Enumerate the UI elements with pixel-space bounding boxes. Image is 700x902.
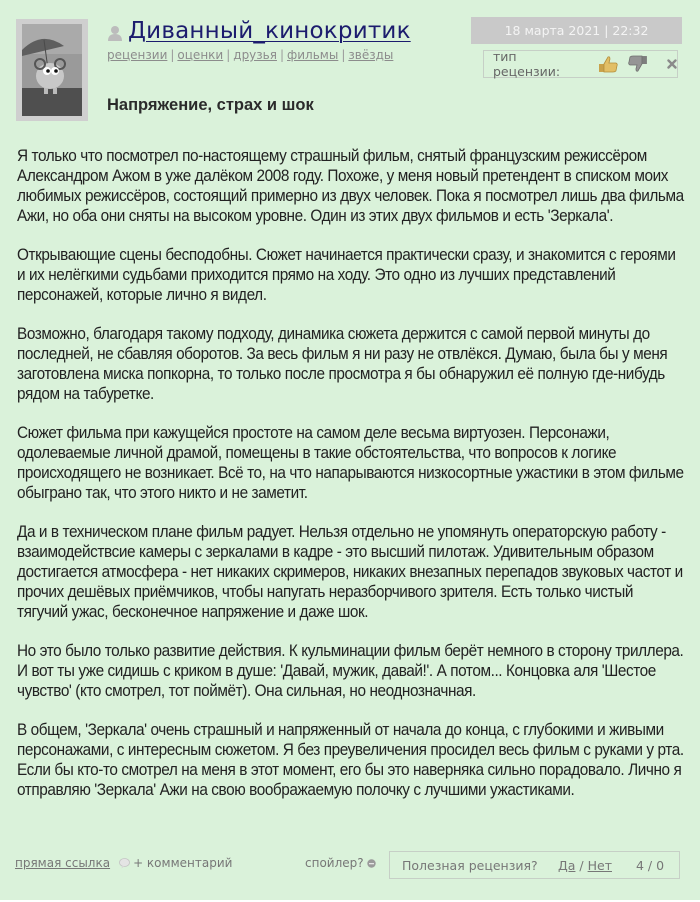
spoiler-toggle[interactable] <box>305 856 376 870</box>
useful-review-box <box>389 851 680 879</box>
user-icon <box>107 25 123 41</box>
useful-question: Полезная рецензия? <box>402 858 538 873</box>
spoiler-dot-icon[interactable] <box>367 859 376 868</box>
review-type-box <box>483 50 678 78</box>
thumbs-down-icon[interactable] <box>627 55 649 73</box>
user-link-stars[interactable]: звёзды <box>348 48 394 62</box>
username-link[interactable]: Диванный_кинокритик <box>128 18 411 44</box>
add-comment-button[interactable]: + комментарий <box>133 856 233 870</box>
user-nav: рецензии | оценки | друзья | фильмы | звёзды <box>107 48 394 62</box>
vote-no-link[interactable]: Нет <box>587 858 612 873</box>
permalink[interactable]: прямая ссылка <box>15 856 111 870</box>
user-link-friends[interactable]: друзья <box>233 48 277 62</box>
review-paragraph: Открывающие сцены бесподобны. Сюжет начинается практически сразу, и знакомится с героями и их нелёгкими судьбами приходится прямо на ходу. Это одно из лучших представлений персонажей, которые лично я видел. <box>17 246 676 304</box>
user-link-reviews[interactable]: рецензии <box>107 48 168 62</box>
spoiler-label: спойлер? <box>305 856 364 870</box>
review-paragraph: Возможно, благодаря такому подходу, динамика сюжета держится с самой первой минуты до последней, не сбавляя оборотов. За весь фильм я ни разу не отвлёкся. Думаю, была бы у меня заготовлена миска попкорна, то только после просмотра я бы обнаружил её полную где-нибудь рядом на табуретке. <box>17 325 668 403</box>
review-type-label: тип рецензии: <box>493 49 561 79</box>
review-title: Напряжение, страх и шок <box>107 96 314 114</box>
review-date: 18 марта 2021 | 22:32 <box>471 17 682 44</box>
thumbs-up-icon[interactable] <box>597 55 619 73</box>
review-paragraph: Да и в техническом плане фильм радует. Нельзя отдельно не упомянуть операторскую работу - взаимодействсие камеры с зеркалами в кадре - это высший пилотаж. Удивительным образом достигается атмосфера - нет никаких скримеров, никаких внезапных перепадов звуковых частот и прочих дешёвых приёмчиков, чтобы напугать неразборчивого зрителя. Есть только чистый тягучий ужас, бесконечное напряжение и даже шок. <box>17 523 683 621</box>
review-body <box>17 146 684 819</box>
useful-vote <box>558 858 612 873</box>
comment-bubble-icon <box>119 858 130 869</box>
close-icon[interactable] <box>667 59 677 69</box>
avatar-image <box>22 24 82 116</box>
user-link-films[interactable]: фильмы <box>287 48 339 62</box>
review-paragraph: Сюжет фильма при кажущейся простоте на самом деле весьма виртуозен. Персонажи, одолеваемые личной драмой, помещены в такие обстоятельства, что вопросов к логике происходящего не возникает. Всё то, на что напарываются низкосортные ужастики в этом фильме обыграно так, что этого никто и не заметит. <box>17 424 684 502</box>
review-paragraph: Но это было только развитие действия. К кульминации фильм берёт немного в сторону триллера. И вот ты уже сидишь с криком в душе: 'Давай, мужик, давай!'. А потом... Концовка аля 'Шестое чувство' (кто смотрел, тот поймёт). Она сильная, но неоднозначная. <box>17 642 684 700</box>
vote-yes-link[interactable]: Да <box>558 858 576 873</box>
review-paragraph: В общем, 'Зеркала' очень страшный и напряженный от начала до конца, с глубокими и живыми персонажами, с интересным сюжетом. Я без преувеличения просидел весь фильм с руками у рта. Если бы кто-то смотрел на меня в этот момент, его бы это наверняка сильно порадовало. Лично я отправляю 'Зеркала' Ажи на свою воображаемую полочку с лучшими ужастиками. <box>17 721 684 799</box>
user-link-ratings[interactable]: оценки <box>177 48 224 62</box>
review-footer-links <box>15 856 232 870</box>
user-header <box>107 18 411 44</box>
review-paragraph: Я только что посмотрел по-настоящему страшный фильм, снятый французским режиссёром Александром Ажом в уже далёком 2008 году. Похоже, у меня новый претендент в списком моих любимых режиссёров, состоящий примерно из двух человек. Пока я посмотрел лишь два фильма Ажи, но оба они сняты на высоком уровне. Один из этих двух фильмов и есть 'Зеркала'. <box>17 147 684 225</box>
avatar[interactable] <box>16 19 88 121</box>
vote-separator: / <box>575 858 588 873</box>
useful-score: 4 / 0 <box>636 858 665 873</box>
